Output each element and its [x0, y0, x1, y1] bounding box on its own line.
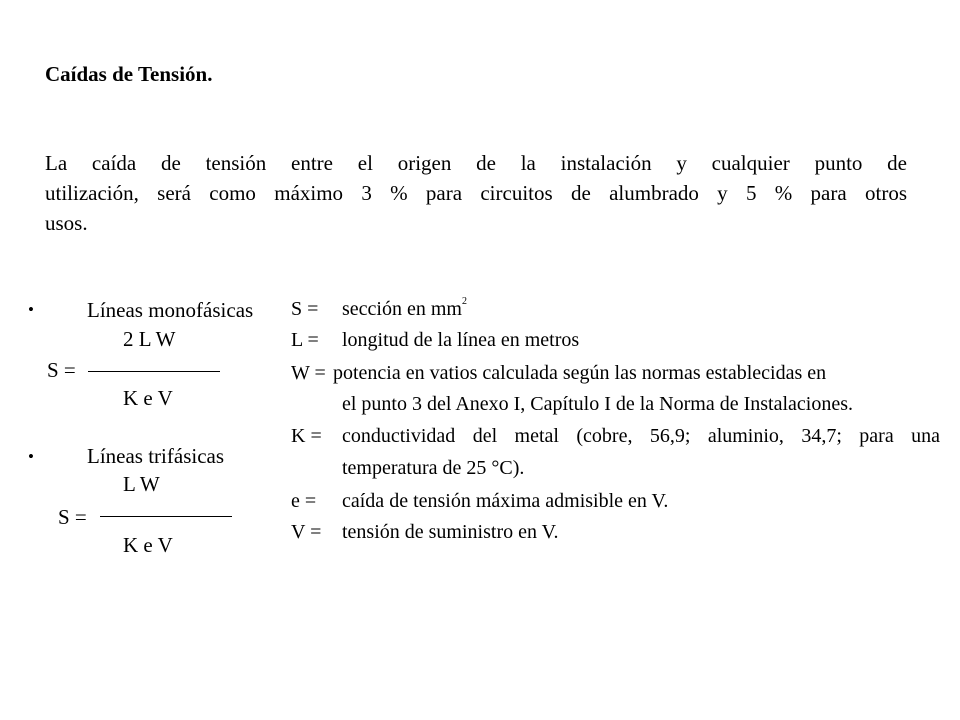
- paragraph-line: La caída de tensión entre el origen de la instalación y cualquier punto de: [45, 151, 907, 175]
- formula-lhs: S =: [58, 505, 87, 529]
- definition-text: conductividad del metal (cobre, 56,9; aluminio, 34,7; para una: [342, 425, 940, 447]
- formula-denominator: K e V: [123, 533, 173, 557]
- definition-text: temperatura de 25 °C).: [342, 457, 525, 479]
- definition-text: longitud de la línea en metros: [342, 329, 580, 351]
- definition-symbol: K =: [291, 425, 322, 447]
- definition-symbol: L =: [291, 329, 319, 351]
- definition-text: sección en $mm^2$: [342, 296, 467, 320]
- definition-symbol: W =: [291, 362, 326, 384]
- formula-numerator: 2 L W: [123, 327, 176, 351]
- formula-lhs: S =: [47, 358, 76, 382]
- definition-text: caída de tensión máxima admisible en V.: [342, 490, 669, 512]
- paragraph-line: usos.: [45, 211, 88, 235]
- fraction-bar: [100, 516, 232, 517]
- definition-symbol: S =: [291, 298, 319, 320]
- formula-numerator: L W: [123, 472, 160, 496]
- fraction-bar: [88, 371, 220, 372]
- definition-symbol: e =: [291, 490, 317, 512]
- section-heading: Caídas de Tensión.: [45, 62, 213, 86]
- definition-symbol: V =: [291, 521, 322, 543]
- body-paragraph: [45, 148, 907, 238]
- bullet-marker: •: [28, 447, 34, 466]
- definition-text: el punto 3 del Anexo I, Capítulo I de la Norma de Instalaciones.: [342, 393, 853, 415]
- bullet-marker: •: [28, 300, 34, 319]
- paragraph-line: utilización, será como máximo 3 % para circuitos de alumbrado y 5 % para otros: [45, 181, 907, 205]
- definition-text: potencia en vatios calculada según las normas establecidas en: [333, 362, 827, 384]
- formula-label: Líneas trifásicas: [87, 444, 225, 468]
- formula-denominator: K e V: [123, 386, 173, 410]
- superscript: 2: [461, 296, 467, 307]
- formula-label: Líneas monofásicas: [87, 298, 254, 322]
- definition-text: tensión de suministro en V.: [342, 521, 559, 543]
